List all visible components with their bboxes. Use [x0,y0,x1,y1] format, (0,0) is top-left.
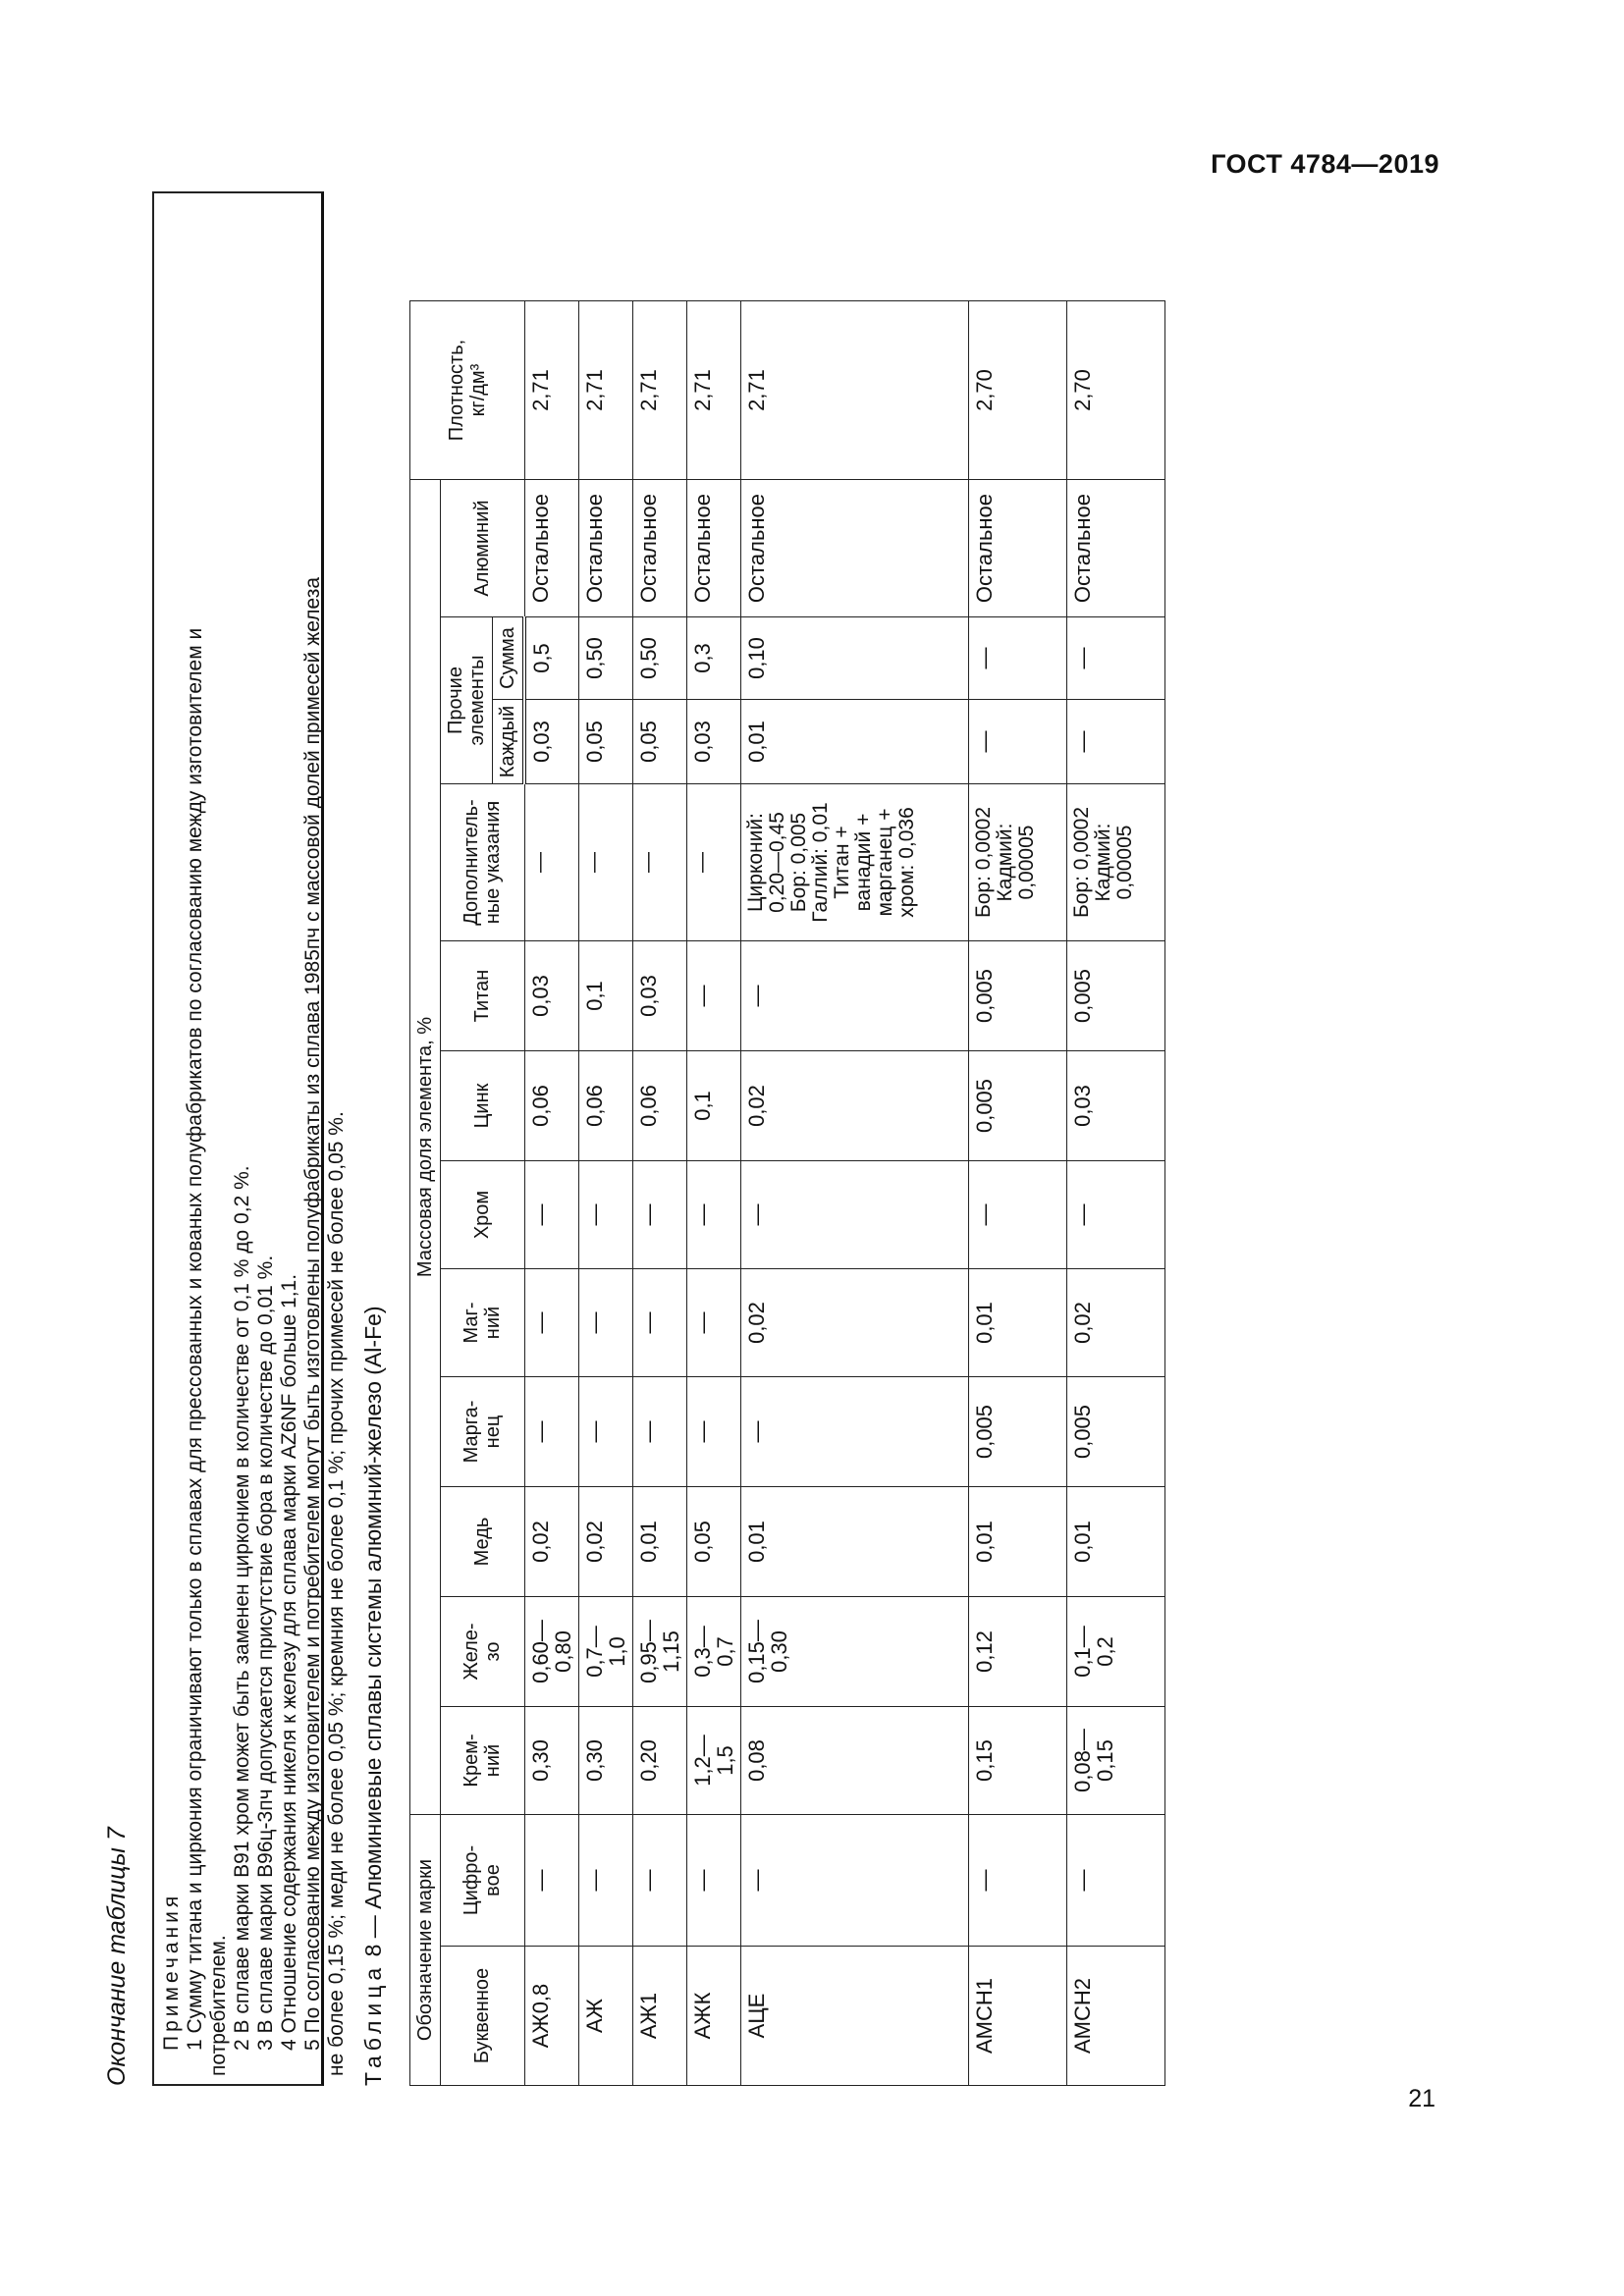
header-other-elements: Прочие элементы [441,617,493,784]
cell-digital: — [686,1815,740,1947]
note-5 [301,201,349,2076]
cell-copper: 0,05 [686,1487,740,1597]
cell-iron: 0,3— 0,7 [686,1597,740,1707]
cell-sum: 0,5 [524,617,578,700]
cell-density: 2,71 [740,301,968,480]
cell-silicon: 0,20 [632,1707,686,1815]
cell-zinc: 0,02 [740,1051,968,1161]
table-row [524,301,578,2086]
cell-additional: — [686,784,740,941]
cell-sum: 0,50 [632,617,686,700]
table-caption [360,1306,387,2086]
cell-magnesium: — [686,1269,740,1377]
cell-letter: АЖ1 [632,1947,686,2086]
cell-magnesium: 0,01 [968,1269,1066,1377]
header-sum: Сумма [493,617,525,700]
cell-sum: — [1066,617,1164,700]
cell-digital: — [1066,1815,1164,1947]
cell-each: 0,03 [686,700,740,784]
table-row [632,301,686,2086]
cell-magnesium: — [524,1269,578,1377]
cell-density: 2,71 [524,301,578,480]
cell-additional: — [524,784,578,941]
cell-sum: 0,10 [740,617,968,700]
header-letter: Буквенное [441,1947,525,2086]
cell-density: 2,71 [578,301,632,480]
cell-zinc: 0,06 [524,1051,578,1161]
rotated-page-content [103,123,1409,2086]
cell-silicon: 0,30 [578,1707,632,1815]
cell-each: — [968,700,1066,784]
table-row [1066,301,1164,2086]
cell-digital: — [968,1815,1066,1947]
cell-manganese: 0,005 [1066,1377,1164,1487]
cell-density: 2,70 [1066,301,1164,480]
header-each: Каждый [493,700,525,784]
cell-manganese: 0,005 [968,1377,1066,1487]
cell-copper: 0,02 [578,1487,632,1597]
cell-aluminum: Остальное [1066,480,1164,617]
table-row [578,301,632,2086]
notes-heading: Примечания [160,1892,183,2051]
cell-titanium: — [740,941,968,1051]
cell-manganese: — [740,1377,968,1487]
cell-digital: — [524,1815,578,1947]
cell-magnesium: 0,02 [1066,1269,1164,1377]
cell-aluminum: Остальное [740,480,968,617]
cell-aluminum: Остальное [578,480,632,617]
cell-chromium: — [632,1161,686,1269]
table-caption-text: 8 — Алюминиевые сплавы системы алюминий-железо (Al-Fe) [360,1306,386,1963]
header-manganese: Марга- нец [441,1377,525,1487]
cell-titanium: 0,1 [578,941,632,1051]
cell-aluminum: Остальное [686,480,740,617]
cell-additional: Цирконий: 0,20—0,45 Бор: 0,005 Галлий: 0,01 Титан + ванадий + марганец + хром: 0,036 [740,784,968,941]
cell-iron: 0,60— 0,80 [524,1597,578,1707]
header-titanium: Титан [441,941,525,1051]
header-magnesium: Маг- ний [441,1269,525,1377]
cell-letter: АЖ [578,1947,632,2086]
cell-aluminum: Остальное [632,480,686,617]
cell-additional: Бор: 0,0002 Кадмий: 0,00005 [1066,784,1164,941]
cell-titanium: 0,03 [524,941,578,1051]
header-density: Плотность, кг/дм³ [410,301,525,480]
header-copper: Медь [441,1487,525,1597]
cell-density: 2,71 [686,301,740,480]
cell-iron: 0,15— 0,30 [740,1597,968,1707]
table-row [968,301,1066,2086]
cell-each: 0,05 [578,700,632,784]
cell-manganese: — [578,1377,632,1487]
notes-box [152,191,348,2086]
cell-magnesium: 0,02 [740,1269,968,1377]
cell-letter: АЖК [686,1947,740,2086]
cell-iron: 0,7— 1,0 [578,1597,632,1707]
note-1-first-line: 1 Сумму титана и циркония ограничивают только в сплавах для прессованных и кованых полуфабрикатов по согласованию между изготовителем и [184,627,206,2051]
cell-titanium: 0,03 [632,941,686,1051]
cell-letter: АЖ0,8 [524,1947,578,2086]
cell-magnesium: — [632,1269,686,1377]
cell-letter: АМСН2 [1066,1947,1164,2086]
header-chromium: Хром [441,1161,525,1269]
cell-copper: 0,01 [968,1487,1066,1597]
header-designation: Обозначение марки [410,1815,441,2086]
cell-zinc: 0,03 [1066,1051,1164,1161]
cell-chromium: — [968,1161,1066,1269]
cell-silicon: 0,15 [968,1707,1066,1815]
cell-aluminum: Остальное [524,480,578,617]
note-2: 2 В сплаве марки В91 хром может быть заменен цирконием в количестве от 0,1 % до 0,2 %. [231,1165,253,2051]
table-caption-prefix: Таблица [360,1962,386,2086]
cell-each: 0,05 [632,700,686,784]
document-code: ГОСТ 4784—2019 [1211,149,1439,179]
cell-silicon: 0,08— 0,15 [1066,1707,1164,1815]
cell-letter: АМСН1 [968,1947,1066,2086]
cell-manganese: — [632,1377,686,1487]
cell-zinc: 0,1 [686,1051,740,1161]
cell-sum: 0,3 [686,617,740,700]
cell-chromium: — [740,1161,968,1269]
cell-copper: 0,02 [524,1487,578,1597]
cell-chromium: — [578,1161,632,1269]
header-digital: Цифро- вое [441,1815,525,1947]
cell-each: — [1066,700,1164,784]
note-3: 3 В сплаве марки В96ц-3пч допускается присутствие бора в количестве до 0,01 %. [254,1255,277,2051]
cell-sum: 0,50 [578,617,632,700]
cell-zinc: 0,005 [968,1051,1066,1161]
cell-digital: — [632,1815,686,1947]
note-4: 4 Отношение содержания никеля к железу для сплава марки AZ6NF больше 1,1. [278,1273,300,2051]
cell-letter: АЦЕ [740,1947,968,2086]
cell-chromium: — [686,1161,740,1269]
cell-silicon: 1,2— 1,5 [686,1707,740,1815]
page-number: 21 [1408,2085,1435,2112]
note-5-first-line: 5 По согласованию между изготовителем и потребителем могут быть изготовлены полуфабрикаты из сплава 1985пч с массовой долей примесей железа [301,577,324,2051]
header-additional: Дополнитель- ные указания [441,784,525,941]
header-iron: Желе- зо [441,1597,525,1707]
header-aluminum: Алюминий [441,480,525,617]
cell-digital: — [578,1815,632,1947]
cell-magnesium: — [578,1269,632,1377]
cell-titanium: 0,005 [1066,941,1164,1051]
cell-each: 0,03 [524,700,578,784]
cell-zinc: 0,06 [578,1051,632,1161]
header-mass-fraction: Массовая доля элемента, % [410,480,441,1815]
cell-copper: 0,01 [632,1487,686,1597]
cell-iron: 0,1— 0,2 [1066,1597,1164,1707]
cell-chromium: — [1066,1161,1164,1269]
cell-density: 2,70 [968,301,1066,480]
cell-additional: — [578,784,632,941]
cell-manganese: — [524,1377,578,1487]
cell-copper: 0,01 [1066,1487,1164,1597]
table-row [740,301,968,2086]
cell-manganese: — [686,1377,740,1487]
cell-aluminum: Остальное [968,480,1066,617]
cell-additional: Бор: 0,0002 Кадмий: 0,00005 [968,784,1066,941]
cell-chromium: — [524,1161,578,1269]
cell-titanium: 0,005 [968,941,1066,1051]
header-silicon: Крем- ний [441,1707,525,1815]
cell-titanium: — [686,941,740,1051]
cell-each: 0,01 [740,700,968,784]
cell-silicon: 0,30 [524,1707,578,1815]
cell-copper: 0,01 [740,1487,968,1597]
note-1-second-line: потребителем. [207,1935,230,2076]
table-row [686,301,740,2086]
alloy-table [409,300,1165,2086]
cell-zinc: 0,06 [632,1051,686,1161]
cell-silicon: 0,08 [740,1707,968,1815]
cell-density: 2,71 [632,301,686,480]
note-1 [184,201,231,2076]
continuation-label: Окончание таблицы 7 [103,1827,131,2086]
cell-sum: — [968,617,1066,700]
cell-digital: — [740,1815,968,1947]
note-5-second-line: не более 0,15 %; меди не более 0,05 %; кремния не более 0,1 %; прочих примесей не более 0,05 %. [325,1111,348,2076]
cell-iron: 0,12 [968,1597,1066,1707]
header-zinc: Цинк [441,1051,525,1161]
cell-additional: — [632,784,686,941]
cell-iron: 0,95— 1,15 [632,1597,686,1707]
